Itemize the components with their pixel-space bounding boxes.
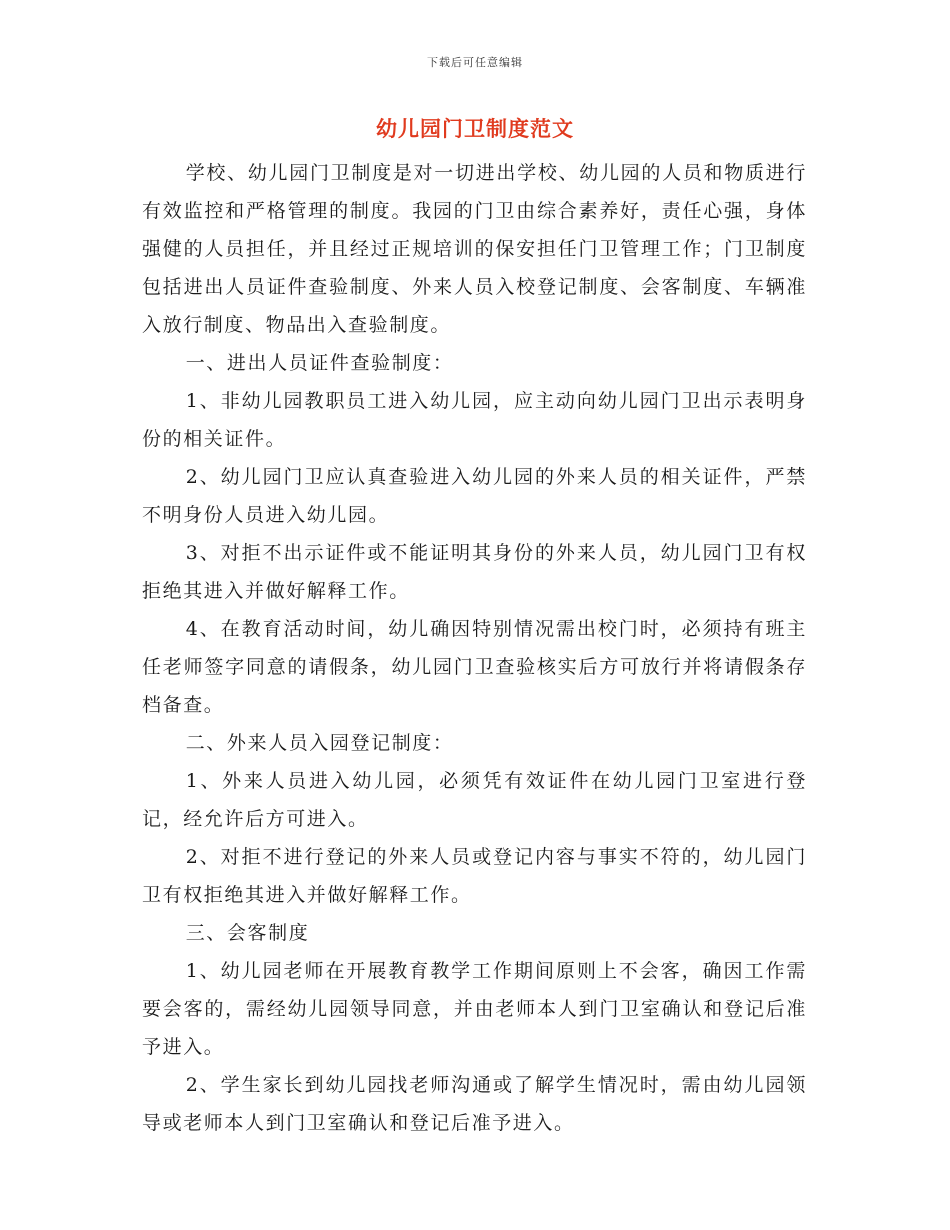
document-body	[142, 154, 807, 1142]
document-title: 幼儿园门卫制度范文	[376, 116, 574, 141]
paragraph: 1、非幼儿园教职员工进入幼儿园，应主动向幼儿园门卫出示表明身份的相关证件。	[142, 390, 807, 450]
paragraph: 1、外来人员进入幼儿园，必须凭有效证件在幼儿园门卫室进行登记，经允许后方可进入。	[142, 770, 807, 830]
paragraph: 2、学生家长到幼儿园找老师沟通或了解学生情况时，需由幼儿园领导或老师本人到门卫室确认和登记后准予进入。	[142, 1074, 807, 1134]
paragraph-intro: 学校、幼儿园门卫制度是对一切进出学校、幼儿园的人员和物质进行有效监控和严格管理的制度。我园的门卫由综合素养好，责任心强，身体强健的人员担任，并且经过正规培训的保安担任门卫管理工作；门卫制度包括进出人员证件查验制度、外来人员入校登记制度、会客制度、车辆准入放行制度、物品出入查验制度。	[142, 162, 807, 336]
section-heading: 一、进出人员证件查验制度：	[185, 352, 454, 374]
paragraph: 2、对拒不进行登记的外来人员或登记内容与事实不符的，幼儿园门卫有权拒绝其进入并做好解释工作。	[142, 846, 807, 906]
section-heading: 三、会客制度	[185, 922, 310, 944]
paragraph: 2、幼儿园门卫应认真查验进入幼儿园的外来人员的相关证件，严禁不明身份人员进入幼儿园。	[142, 466, 807, 526]
section-heading: 二、外来人员入园登记制度：	[185, 732, 454, 754]
paragraph: 4、在教育活动时间，幼儿确因特别情况需出校门时，必须持有班主任老师签字同意的请假条，幼儿园门卫查验核实后方可放行并将请假条存档备查。	[142, 618, 807, 716]
paragraph: 1、幼儿园老师在开展教育教学工作期间原则上不会客，确因工作需要会客的，需经幼儿园领导同意，并由老师本人到门卫室确认和登记后准予进入。	[142, 960, 807, 1058]
paragraph: 3、对拒不出示证件或不能证明其身份的外来人员，幼儿园门卫有权拒绝其进入并做好解释工作。	[142, 542, 807, 602]
header-note: 下载后可任意编辑	[427, 56, 523, 69]
